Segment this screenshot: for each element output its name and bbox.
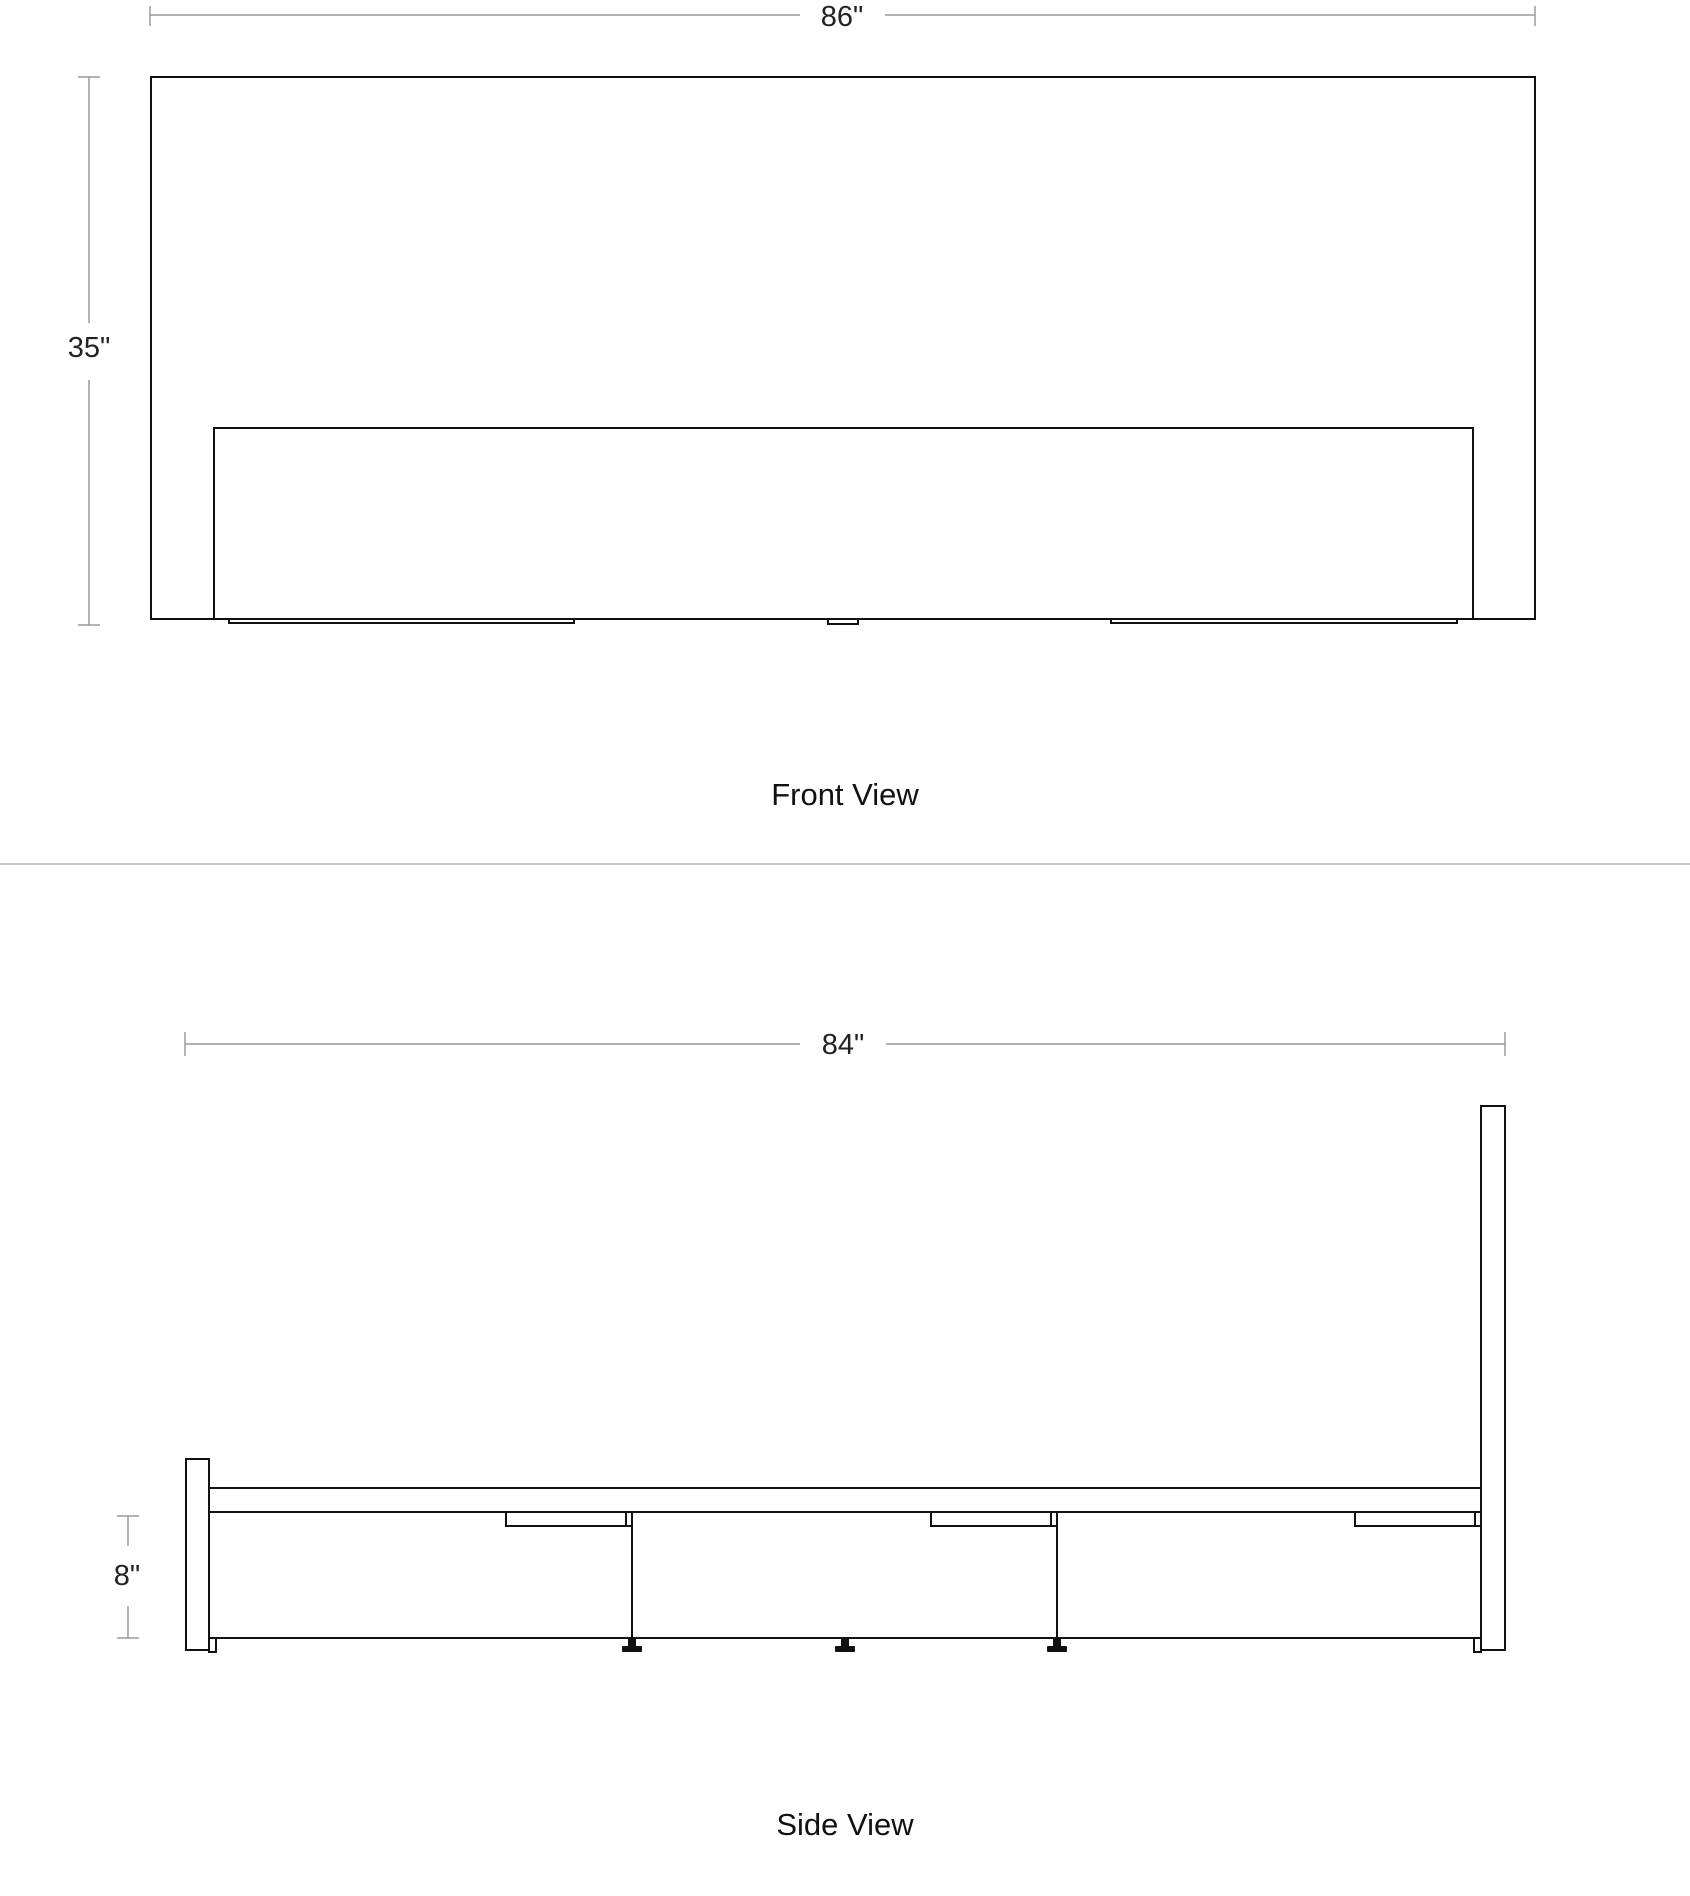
side-length-dimension [185, 1029, 1505, 1061]
front-width-label: 86" [820, 1, 864, 33]
side-rail [209, 1488, 1481, 1512]
side-length-label: 84" [821, 1029, 865, 1061]
drawer-clip-1 [626, 1512, 632, 1526]
glide-foot-3 [1047, 1638, 1067, 1652]
side-height-dimension [114, 1516, 140, 1638]
front-height-dimension [68, 77, 111, 625]
front-view-caption: Front View [771, 777, 919, 812]
drawer-clip-2 [1051, 1512, 1057, 1526]
bed-base-panel [214, 428, 1473, 619]
drawer-lip-1 [506, 1512, 626, 1526]
end-foot-right [1474, 1638, 1481, 1652]
end-foot-left [209, 1638, 216, 1652]
side-view-caption: Side View [776, 1807, 914, 1842]
side-view [114, 1029, 1505, 1842]
side-headboard [1481, 1106, 1505, 1650]
glide-foot-1 [622, 1638, 642, 1652]
front-view [68, 1, 1535, 812]
side-height-label: 8" [113, 1560, 141, 1592]
drawer-body [209, 1512, 1481, 1638]
glide-foot-2 [835, 1638, 855, 1652]
drawer-lip-3 [1355, 1512, 1475, 1526]
drawer-lip-2 [931, 1512, 1051, 1526]
front-width-dimension [150, 1, 1535, 33]
headboard-outline [151, 77, 1535, 619]
front-height-label: 35" [67, 332, 111, 364]
footboard [186, 1459, 209, 1650]
